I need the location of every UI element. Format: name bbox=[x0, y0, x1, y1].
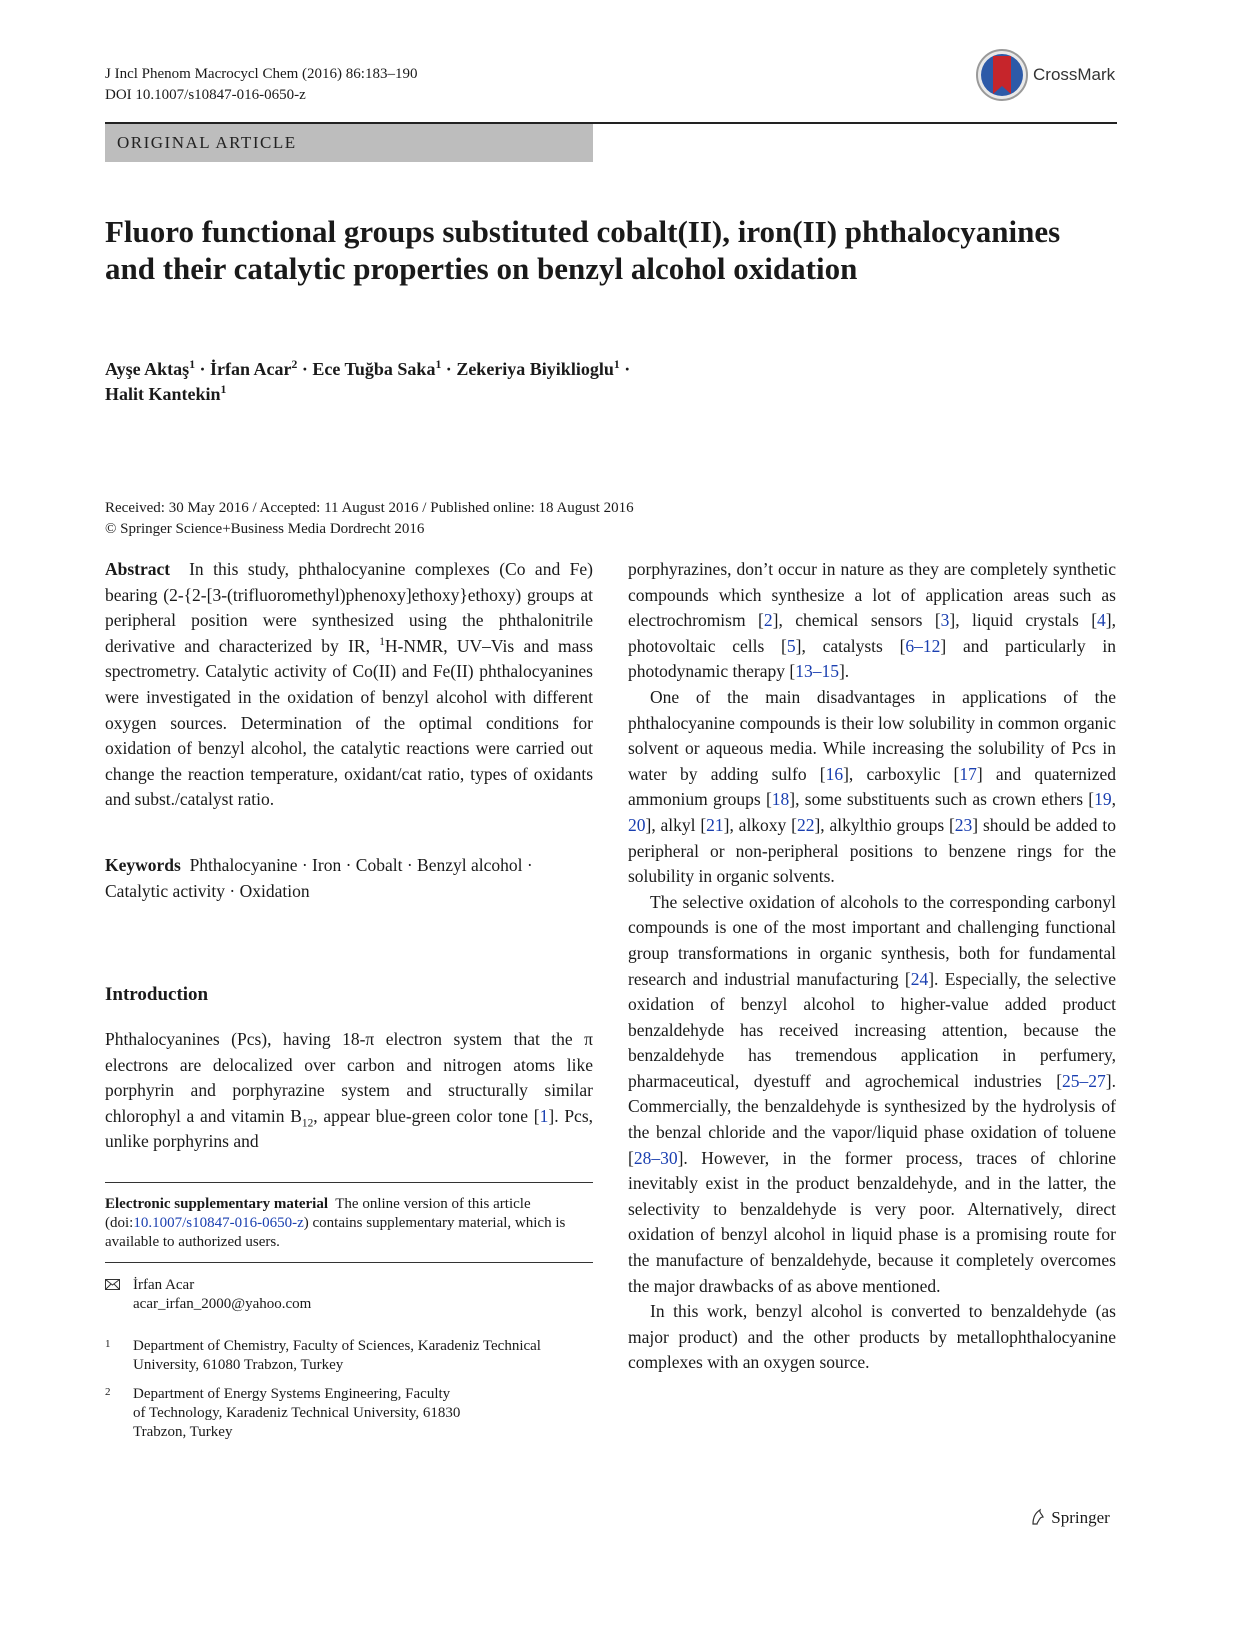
article-type-banner bbox=[105, 124, 593, 162]
citation-link[interactable]: 28–30 bbox=[633, 1147, 678, 1168]
esm-note bbox=[105, 1195, 593, 1252]
affiliation-text: Department of Energy Systems Engineering, Faculty of Technology, Karadeniz Technical University, 61830 Trabzon, Turkey bbox=[133, 1386, 461, 1440]
affiliation-marker: 1 bbox=[613, 358, 620, 371]
affiliation-marker: 1 bbox=[220, 383, 227, 396]
keywords-text: Phthalocyanine · Iron · Cobalt · Benzyl alcohol · Catalytic activity · Oxidation bbox=[105, 855, 533, 901]
intro-text: , appear blue-green color tone [ bbox=[313, 1105, 540, 1126]
citation-link[interactable]: 16 bbox=[825, 763, 844, 784]
correspondent-name: İrfan Acar bbox=[133, 1277, 195, 1293]
affiliation-marker: 2 bbox=[291, 358, 298, 371]
abstract-text: H-NMR, UV–Vis and mass spectrometry. Catalytic activity of Co(II) and Fe(II) phthalocyanines were investigated in the oxidation of benzyl alcohol with different oxygen sources. Determination of the optimal conditions for oxidation of benzyl alcohol, the catalytic reactions were carried out change the reaction temperature, oxidant/cat ratio, types of oxidants and subst./catalyst ratio. bbox=[105, 635, 594, 810]
history-line: Received: 30 May 2016 / Accepted: 11 August 2016 / Published online: 18 August 2016 bbox=[105, 500, 634, 516]
journal-line: J Incl Phenom Macrocycl Chem (2016) 86:183–190 bbox=[105, 66, 418, 82]
affiliation-marker: 1 bbox=[189, 358, 196, 371]
article-title: Fluoro functional groups substituted cobalt(II), iron(II) phthalocyanines and their catalytic properties on benzyl alcohol oxidation bbox=[105, 214, 1061, 286]
author-separator: · bbox=[619, 359, 631, 379]
introduction-text bbox=[105, 1027, 593, 1155]
author-list bbox=[105, 357, 865, 407]
keywords-section bbox=[105, 853, 593, 904]
citation-link[interactable]: 17 bbox=[959, 763, 977, 784]
citation-link[interactable]: 4 bbox=[1097, 610, 1106, 631]
right-column bbox=[628, 557, 1116, 1376]
doi-link[interactable]: 10.1007/s10847-016-0650-z bbox=[133, 1215, 304, 1231]
doi-line: DOI 10.1007/s10847-016-0650-z bbox=[105, 87, 306, 103]
author-separator: · bbox=[441, 359, 457, 379]
citation-link[interactable]: 23 bbox=[954, 814, 973, 835]
author-name[interactable]: Ece Tuğba Saka bbox=[312, 359, 436, 379]
abstract-section bbox=[105, 557, 593, 813]
esm-text: ) contains supplementary material, which is available to authorized users. bbox=[105, 1215, 566, 1250]
citation-link[interactable]: 25–27 bbox=[1062, 1070, 1106, 1091]
journal-citation bbox=[105, 64, 417, 106]
superscript: 1 bbox=[379, 635, 385, 648]
citation-link[interactable]: 18 bbox=[771, 789, 790, 810]
citation-link[interactable]: 5 bbox=[786, 635, 796, 656]
envelope-icon bbox=[105, 1279, 120, 1290]
correspondence-block bbox=[105, 1276, 593, 1314]
body-paragraph: One of the main disadvantages in applications of the phthalocyanine compounds is their low solubility in common organic solvent or aqueous media. While increasing the solubility of Pcs in water by adding sulfo [16], carboxylic [17] and quaternized ammonium groups [18], some substituents such as crown ethers [19, 20], alkyl [21], alkoxy [22], alkylthio groups [23] should be added to peripheral or non-peripheral positions to benzene rings for the solubility in organic solvents. bbox=[628, 686, 1116, 887]
citation-link[interactable]: 13–15 bbox=[795, 661, 839, 682]
keywords-label: Keywords bbox=[105, 855, 181, 875]
affiliation-2 bbox=[105, 1385, 545, 1442]
footnote-rule bbox=[105, 1262, 593, 1263]
body-paragraph: In this work, benzyl alcohol is converted to benzaldehyde (as major product) and the other products by metallophthalocyanine complexes with an oxygen source. bbox=[628, 1301, 1116, 1373]
author-separator: · bbox=[195, 359, 211, 379]
citation-link[interactable]: 19 bbox=[1094, 789, 1112, 810]
body-paragraph: The selective oxidation of alcohols to the corresponding carbonyl compounds is one of the most important and challenging functional group transformations in organic synthesis, both for fundamental research and industrial manufacturing [24]. Especially, the selective oxidation of benzyl alcohol to higher-value added product benzaldehyde has received increasing attention, because the benzaldehyde has tremendous application in perfumery, pharmaceutical, dyestuff and agrochemical industries [25–27]. Commercially, the benzaldehyde is synthesized by the hydrolysis of the benzal chloride and the vapor/liquid phase oxidation of toluene [28–30]. However, in the former process, traces of chlorine inevitably exist in the product benzaldehyde, and in the latter, the selectivity to benzaldehyde is very poor. Alternatively, direct oxidation of benzyl alcohol in liquid phase is a promising route for the manufacture of benzaldehyde, because it completely overcomes the major drawbacks of as above mentioned. bbox=[628, 891, 1116, 1296]
correspondent-email[interactable]: acar_irfan_2000@yahoo.com bbox=[133, 1296, 312, 1312]
footnote-rule bbox=[105, 1182, 593, 1183]
crossmark-icon bbox=[975, 48, 1029, 102]
publisher-logo bbox=[1029, 1508, 1110, 1528]
citation-link[interactable]: 2 bbox=[763, 610, 773, 631]
publication-dates bbox=[105, 498, 905, 540]
citation-link[interactable]: 3 bbox=[940, 610, 950, 631]
author-name[interactable]: Zekeriya Biyiklioglu bbox=[456, 359, 614, 379]
citation-link[interactable]: 21 bbox=[706, 814, 724, 835]
citation-link[interactable]: 24 bbox=[910, 968, 929, 989]
crossmark-label: CrossMark bbox=[1033, 65, 1116, 84]
abstract-text: In this study, phthalocyanine complexes (Co and Fe) bearing (2-{2-[3-(trifluoromethyl)phenoxy]ethoxy}ethoxy) groups at peripheral position were synthesized using the phthalonitrile derivative and characterized by IR, bbox=[105, 559, 593, 656]
affiliation-number: 1 bbox=[105, 1338, 111, 1350]
citation-link[interactable]: 1 bbox=[539, 1105, 549, 1126]
affiliation-marker: 1 bbox=[435, 358, 442, 371]
publisher-name: Springer bbox=[1051, 1508, 1110, 1527]
esm-label: Electronic supplementary material bbox=[105, 1196, 329, 1212]
article-type-label: ORIGINAL ARTICLE bbox=[117, 133, 297, 152]
copyright-line: © Springer Science+Business Media Dordrecht 2016 bbox=[105, 521, 425, 537]
introduction-heading: Introduction bbox=[105, 984, 209, 1005]
author-separator: · bbox=[297, 359, 313, 379]
springer-horse-icon bbox=[1029, 1508, 1047, 1526]
subscript: 12 bbox=[301, 1117, 314, 1130]
intro-text: ]. Pcs, unlike porphyrins and bbox=[105, 1105, 594, 1152]
abstract-label: Abstract bbox=[105, 559, 171, 579]
esm-text: The online version of this article (doi: bbox=[105, 1196, 531, 1231]
citation-link[interactable]: 22 bbox=[796, 814, 815, 835]
citation-link[interactable]: 6–12 bbox=[905, 635, 941, 656]
affiliation-1 bbox=[105, 1337, 545, 1375]
author-name[interactable]: Halit Kantekin bbox=[105, 384, 221, 404]
affiliation-number: 2 bbox=[105, 1386, 111, 1398]
intro-text: Phthalocyanines (Pcs), having 18-π electron system that the π electrons are delocalized over carbon and nitrogen atoms like porphyrin and porphyrazine system and structurally similar chlorophyl a and vitamin B bbox=[105, 1029, 593, 1126]
crossmark-badge[interactable] bbox=[975, 48, 1117, 102]
author-name[interactable]: İrfan Acar bbox=[210, 359, 292, 379]
author-name[interactable]: Ayşe Aktaş bbox=[105, 359, 190, 379]
abstract-paragraph bbox=[105, 557, 593, 813]
affiliation-text: Department of Chemistry, Faculty of Sciences, Karadeniz Technical University, 61080 Trabzon, Turkey bbox=[133, 1338, 541, 1373]
body-paragraph: porphyrazines, don’t occur in nature as they are completely synthetic compounds which synthesize a lot of application areas such as electrochromism [2], chemical sensors [3], liquid crystals [4], photovoltaic cells [5], catalysts [6–12] and particularly in photodynamic therapy [13–15]. bbox=[628, 559, 1116, 682]
citation-link[interactable]: 20 bbox=[628, 814, 646, 835]
